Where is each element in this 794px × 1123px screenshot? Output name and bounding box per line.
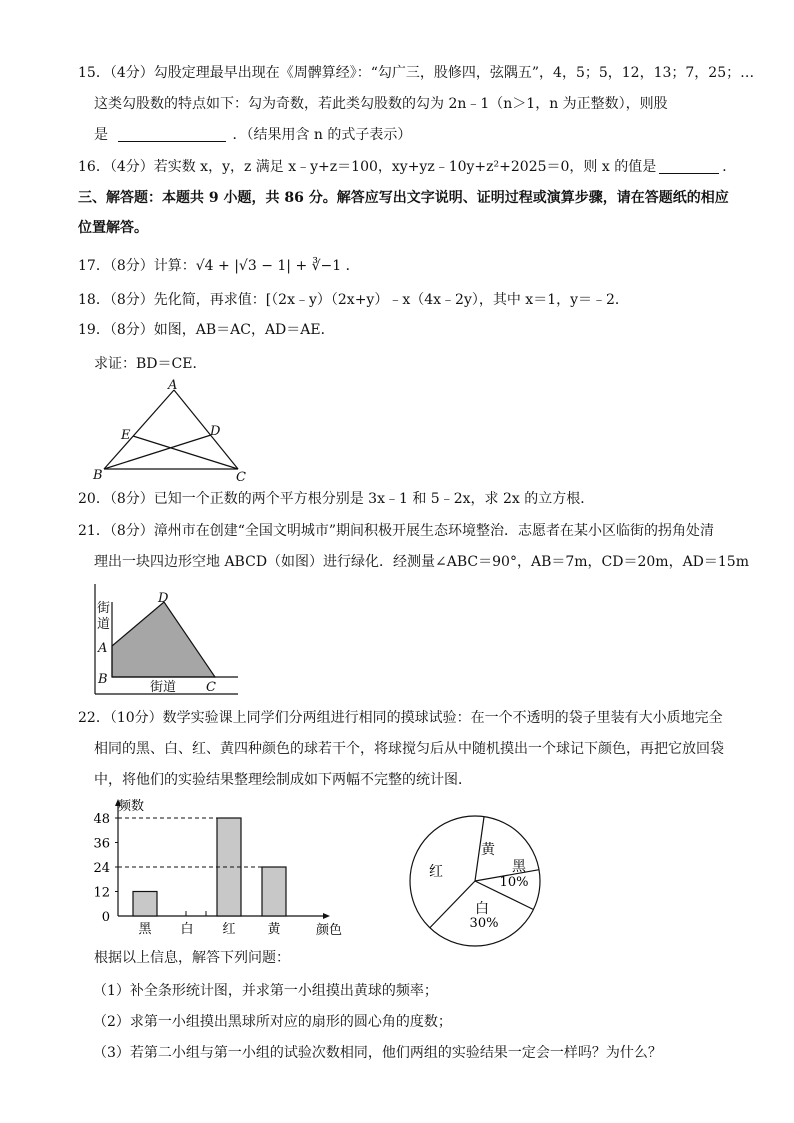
q15-line3-suffix: ．（结果用含 n 的式子表示）: [232, 127, 412, 143]
q15-answer-blank[interactable]: [118, 127, 226, 142]
q16-suffix: ．: [722, 159, 737, 175]
x-category-label: 红: [222, 922, 236, 937]
segment-AB: [104, 390, 174, 469]
label-C: C: [236, 470, 246, 484]
bar-0: [133, 892, 157, 917]
q17-prefix: 17．（8分）计算：: [78, 258, 196, 274]
street-vertical-char2: 道: [97, 617, 111, 632]
section-heading-line1: 三、解答题：本题共 9 小题，共 86 分。解答应写出文字说明、证明过程或演算步骤，请在答题纸的相应: [78, 190, 729, 206]
street-vertical-char1: 街: [97, 601, 111, 616]
q21-line2: 理出一块四边形空地 ABCD（如图）进行绿化．经测量∠ABC＝90°，AB＝7m，CD＝20m，AD＝15m: [94, 554, 749, 570]
shaded-region-ABCD: [112, 602, 215, 677]
y-tick-label: 0: [101, 910, 110, 925]
bar-chart-xlabel: 颜色: [316, 923, 343, 938]
q22-line2: 相同的黑、白、红、黄四种颜色的球若干个，将球搅匀后从中随机摸出一个球记下颜色，再把它放回袋: [94, 741, 724, 757]
label-C: C: [206, 680, 216, 695]
x-axis-arrow: [323, 913, 330, 919]
q22-info-line: 根据以上信息，解答下列问题：: [94, 950, 290, 966]
label-B: B: [98, 672, 108, 687]
y-tick-label: 24: [93, 861, 110, 876]
x-category-label: 黄: [267, 922, 281, 937]
q15-line1: 15．（4分）勾股定理最早出现在《周髀算经》：“勾广三，股修四，弦隅五”，4，5；5，12，13；7，25；…: [78, 65, 755, 81]
q17-line: [78, 256, 360, 276]
pie-percent-白: 30%: [469, 916, 499, 931]
triangle-figure: [90, 378, 260, 484]
label-A: A: [98, 641, 108, 656]
label-B: B: [93, 468, 103, 483]
label-A: A: [168, 378, 178, 393]
q15-line3: [94, 125, 411, 145]
q22-subquestion-1: （1）补全条形统计图，并求第一小组摸出黄球的频率；: [93, 983, 438, 999]
quadrilateral-figure: [88, 582, 240, 696]
q15-line2: 这类勾股数的特点如下：勾为奇数，若此类勾股数的勾为 2n﹣1（n＞1，n 为正整数），则股: [94, 96, 668, 112]
q15-line3-prefix: 是: [94, 127, 108, 143]
label-D: D: [158, 591, 169, 606]
pie-label-白: 白: [475, 901, 489, 917]
q22-line1: 22．（10分）数学实验课上同学们分两组进行相同的摸球试验：在一个不透明的袋子里装有大小质地完全: [78, 710, 723, 726]
q19-line2: 求证：BD＝CE．: [94, 356, 207, 372]
q17-expression: √4 + |√3 − 1| + ∛−1 ．: [195, 258, 360, 274]
pie-percent-黑: 10%: [499, 875, 529, 890]
bar-3: [262, 867, 286, 916]
pie-label-黄: 黄: [481, 842, 495, 858]
q22-line3: 中，将他们的实验结果整理绘制成如下两幅不完整的统计图．: [94, 772, 472, 788]
q16-answer-blank[interactable]: [659, 159, 719, 174]
q21-line1: 21．（8分）漳州市在创建“全国文明城市”期间积极开展生态环境整治．志愿者在某小区临街的拐角处清: [78, 523, 715, 539]
y-tick-label: 12: [93, 885, 110, 901]
q16-text: 16．（4分）若实数 x，y，z 满足 x﹣y+z＝100，xy+yz﹣10y+z²+2025＝0，则 x 的值是: [78, 159, 657, 175]
bar-chart: [88, 796, 358, 942]
q16-line: [78, 157, 736, 177]
street-horizontal-label: 街道: [150, 680, 177, 695]
q22-subquestion-3: （3）若第二小组与第一小组的试验次数相同，他们两组的实验结果一定会一样吗？为什么？: [93, 1045, 662, 1061]
label-D: D: [210, 424, 221, 439]
x-category-label: 黑: [138, 922, 152, 937]
bar-chart-ylabel: 频数: [118, 799, 145, 814]
y-tick-label: 48: [93, 812, 110, 827]
x-category-label: 白: [180, 922, 194, 937]
section-heading-line2: 位置解答。: [78, 220, 148, 236]
pie-label-黑: 黑: [512, 859, 526, 875]
segment-CE: [133, 436, 238, 469]
q18-line: 18．（8分）先化简，再求值：[（2x﹣y）（2x+y）﹣x（4x﹣2y），其中 x＝1，y＝﹣2．: [78, 292, 629, 308]
q20-line: 20．（8分）已知一个正数的两个平方根分别是 3x﹣1 和 5﹣2x，求 2x 的立方根．: [78, 491, 595, 507]
q19-line1: 19．（8分）如图，AB＝AC，AD＝AE．: [78, 322, 335, 338]
label-E: E: [121, 428, 131, 443]
pie-label-红: 红: [429, 864, 443, 880]
y-tick-label: 36: [93, 836, 110, 852]
q22-subquestion-2: （2）求第一小组摸出黑球所对应的扇形的圆心角的度数；: [93, 1014, 452, 1030]
pie-chart: [406, 810, 556, 960]
segment-AC: [174, 390, 238, 469]
